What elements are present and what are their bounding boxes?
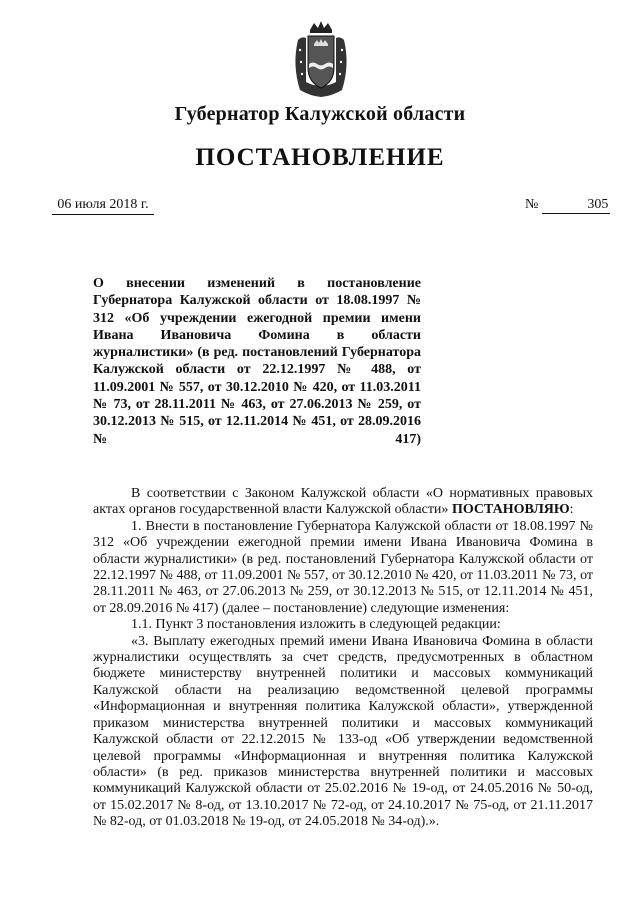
preamble-colon: : [569,502,574,518]
subject-text: О внесении изменений в постановление Губернатора Калужской области от 18.08.1997 № 312 «Об учреждении ежегодной премии имени Ивана Ивановича Фомина в области журналистики» (в ред. постановлений Губернатора Калужской области от 22.12.1997 № 488, от 11.09.2001 № 557, от 30.12.2010 № 420, от 11.03.2011 № 73, от 28.11.2011 № 463, от 27.06.2013 № 259, от 30.12.2013 № 515, от 12.11.2014 № 451, от 28.09.2016 № 417) [93,276,421,447]
paragraph-item-1-1: 1.1. Пункт 3 постановления изложить в следующей редакции: [131,617,501,633]
resolve-word: ПОСТАНОВЛЯЮ [451,502,570,518]
document-number: 305 [542,197,610,214]
paragraph-item-1: 1. Внести в постановление Губернатора Калужской области от 18.08.1997 № 312 «Об учреждении ежегодной премии имени Ивана Ивановича Фомина в области журналистики» (в ред. постановлений Губернатора Калужской области от 22.12.1997 № 488, от 11.09.2001 № 557, от 30.12.2010 № 420, от 11.03.2011 № 73, от 28.11.2011 № 463, от 27.06.2013 № 259, от 30.12.2013 № 515, от 12.11.2014 № 451, от 28.09.2016 № 417) (далее – постановление) следующие изменения: [93,518,593,616]
number-sign: № [525,197,539,212]
issuing-authority: Губернатор Калужской области [174,103,466,125]
document-type-title: ПОСТАНОВЛЕНИЕ [195,144,445,171]
paragraph-preamble [93,486,593,519]
paragraph-new-wording: «3. Выплату ежегодных премий имени Ивана Ивановича Фомина в области журналистики осуществлять за счет средств, предусмотренных в областном бюджете министерству внутренней политики и массовых коммуникаций Калужской области на реализацию ведомственной целевой программы «Информационная и внутренняя политика Калужской области», утвержденной приказом министерства внутренней политики и массовых коммуникаций Калужской области от 22.12.2015 № 133-од «Об утверждении ведомственной целевой программы «Информационная и внутренняя политика Калужской области» (в ред. приказов министерства внутренней политики и массовых коммуникаций Калужской области от 25.02.2016 № 19-од, от 24.05.2016 № 50-од, от 15.02.2017 № 8-од, от 13.10.2017 № 72-од, от 24.10.2017 № 75-од, от 21.11.2017 № 82-од, от 01.03.2018 № 19-од, от 24.05.2018 № 34-од).». [93,633,593,830]
document-body [93,486,593,831]
coat-of-arms-icon [290,20,352,98]
document-date: 06 июля 2018 г. [52,197,154,215]
document-number-field [525,197,610,214]
document-subject [93,275,421,448]
preamble-text: В соответствии с Законом Калужской области «О нормативных правовых актах органов государственной власти Калужской области» [93,486,593,518]
